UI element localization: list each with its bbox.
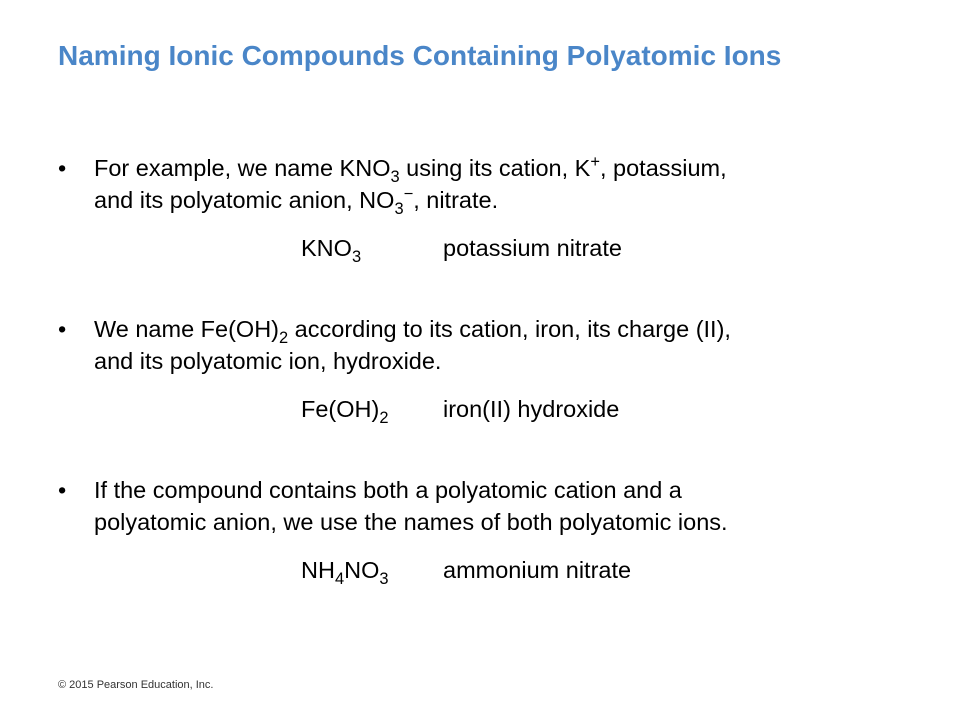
- example-row: [301, 393, 619, 425]
- subscript: 3: [390, 167, 400, 186]
- bullet-text-part: , nitrate.: [413, 187, 499, 213]
- bullet-item: [58, 152, 928, 216]
- formula-part: KNO: [301, 235, 352, 261]
- slide-title: Naming Ionic Compounds Containing Polyatomic Ions: [58, 40, 782, 71]
- bullet-text-part: using its cation, K: [399, 155, 591, 181]
- subscript: 4: [334, 569, 345, 588]
- bullet-text-part: and its polyatomic anion, NO: [94, 187, 395, 213]
- example-name: iron(II) hydroxide: [443, 396, 620, 422]
- subscript: 2: [379, 408, 389, 427]
- formula-part: NO: [344, 557, 380, 583]
- subscript: 3: [351, 247, 362, 266]
- bullet-text-part: We name Fe(OH): [94, 316, 279, 342]
- bullet-text-part: , potassium,: [599, 155, 727, 181]
- example-row: [301, 554, 631, 586]
- formula-part: NH: [301, 557, 335, 583]
- bullet-text: [94, 474, 928, 538]
- example-name: ammonium nitrate: [443, 557, 632, 583]
- subscript: 3: [379, 569, 389, 588]
- example-formula: [301, 554, 443, 586]
- example-formula: [301, 393, 443, 425]
- bullet-dot: •: [58, 316, 67, 342]
- bullet-dot: •: [58, 477, 67, 503]
- bullet-text-part: For example, we name KNO: [94, 155, 391, 181]
- bullet-text-part: and its polyatomic ion, hydroxide.: [94, 348, 442, 374]
- bullet-item: [58, 474, 928, 538]
- subscript: 3: [394, 199, 404, 218]
- formula-part: Fe(OH): [301, 396, 380, 422]
- bullet-text: [94, 313, 928, 377]
- bullet-text: [94, 152, 928, 216]
- bullet-text-part: according to its cation, iron, its charge (II),: [288, 316, 731, 342]
- copyright-footer: © 2015 Pearson Education, Inc.: [58, 679, 214, 691]
- example-formula: [301, 232, 443, 264]
- bullet-text-part: If the compound contains both a polyatomic cation and a: [94, 477, 682, 503]
- bullet-item: [58, 313, 928, 377]
- superscript: +: [590, 152, 600, 171]
- example-name: potassium nitrate: [443, 235, 622, 261]
- bullet-dot: •: [58, 155, 67, 181]
- bullet-text-part: polyatomic anion, we use the names of both polyatomic ions.: [94, 509, 728, 535]
- example-row: [301, 232, 622, 264]
- superscript: −: [403, 184, 414, 203]
- subscript: 2: [279, 328, 289, 347]
